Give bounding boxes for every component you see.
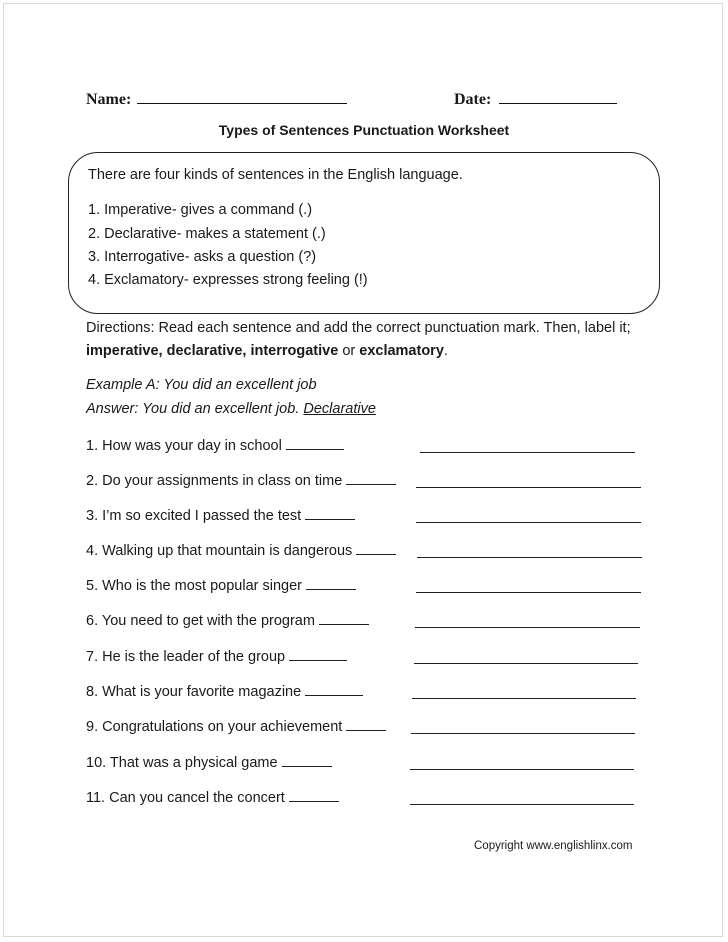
label-answer-line[interactable] [412,698,636,699]
label-answer-line[interactable] [414,663,638,664]
question-text: 11. Can you cancel the concert [86,790,285,806]
question-item [86,507,355,524]
punctuation-blank[interactable] [282,754,332,767]
kind-item: 1. Imperative- gives a command (.) [88,202,313,218]
question-item [86,648,347,665]
directions-end: . [443,343,448,359]
question-item [86,577,356,594]
question-text: 8. What is your favorite magazine [86,684,302,700]
question-text: 7. He is the leader of the group [86,649,286,665]
or-word: or [338,343,360,359]
punctuation-blank[interactable] [289,648,347,661]
question-item [86,789,339,806]
label-answer-line[interactable] [417,557,642,558]
label-answer-line[interactable] [411,733,635,734]
label-answer-line[interactable] [410,769,634,770]
punctuation-blank[interactable] [289,789,339,802]
kind-exclamatory: exclamatory [359,343,444,359]
kind-declarative: declarative, [166,343,247,359]
label-answer-line[interactable] [410,804,634,805]
label-answer-line[interactable] [420,452,635,453]
question-item [86,472,396,489]
question-text: 6. You need to get with the program [86,613,315,629]
punctuation-blank[interactable] [319,612,369,625]
directions [86,317,666,363]
question-item [86,542,396,559]
question-text: 9. Congratulations on your achievement [86,719,343,735]
name-blank[interactable] [137,87,347,104]
label-answer-line[interactable] [416,522,641,523]
question-item [86,754,332,771]
question-item [86,683,363,700]
date-blank[interactable] [499,87,617,104]
label-answer-line[interactable] [416,592,641,593]
name-label: Name: [86,91,132,108]
copyright: Copyright www.englishlinx.com [474,840,633,852]
date-row [454,87,617,109]
example-answer [86,401,376,417]
question-item [86,437,344,454]
kind-interrogative: interrogative [250,343,339,359]
question-text: 3. I’m so excited I passed the test [86,508,302,524]
punctuation-blank[interactable] [306,577,356,590]
question-text: 1. How was your day in school [86,438,282,454]
kind-imperative: imperative, [86,343,163,359]
punctuation-blank[interactable] [305,683,363,696]
kind-item: 2. Declarative- makes a statement (.) [88,226,326,242]
directions-text: Directions: Read each sentence and add the correct punctuation mark. Then, label it; [86,320,631,336]
info-intro: There are four kinds of sentences in the English language. [88,167,463,183]
example-answer-prefix: Answer: You did an excellent job. [86,401,304,417]
date-label: Date: [454,91,492,108]
worksheet-title: Types of Sentences Punctuation Worksheet [218,122,510,138]
punctuation-blank[interactable] [286,437,344,450]
question-text: 10. That was a physical game [86,755,278,771]
label-answer-line[interactable] [416,487,641,488]
kind-item: 4. Exclamatory- expresses strong feeling (!) [88,272,368,288]
example-answer-label: Declarative [303,401,376,417]
question-item [86,612,369,629]
question-text: 5. Who is the most popular singer [86,578,302,594]
question-text: 2. Do your assignments in class on time [86,473,343,489]
example-question: Example A: You did an excellent job [86,377,317,393]
punctuation-blank[interactable] [305,507,355,520]
label-answer-line[interactable] [415,627,640,628]
question-item [86,718,386,735]
question-text: 4. Walking up that mountain is dangerous [86,543,353,559]
punctuation-blank[interactable] [356,542,396,555]
kind-item: 3. Interrogative- asks a question (?) [88,249,317,265]
punctuation-blank[interactable] [346,718,386,731]
punctuation-blank[interactable] [346,472,396,485]
name-row [86,87,347,109]
